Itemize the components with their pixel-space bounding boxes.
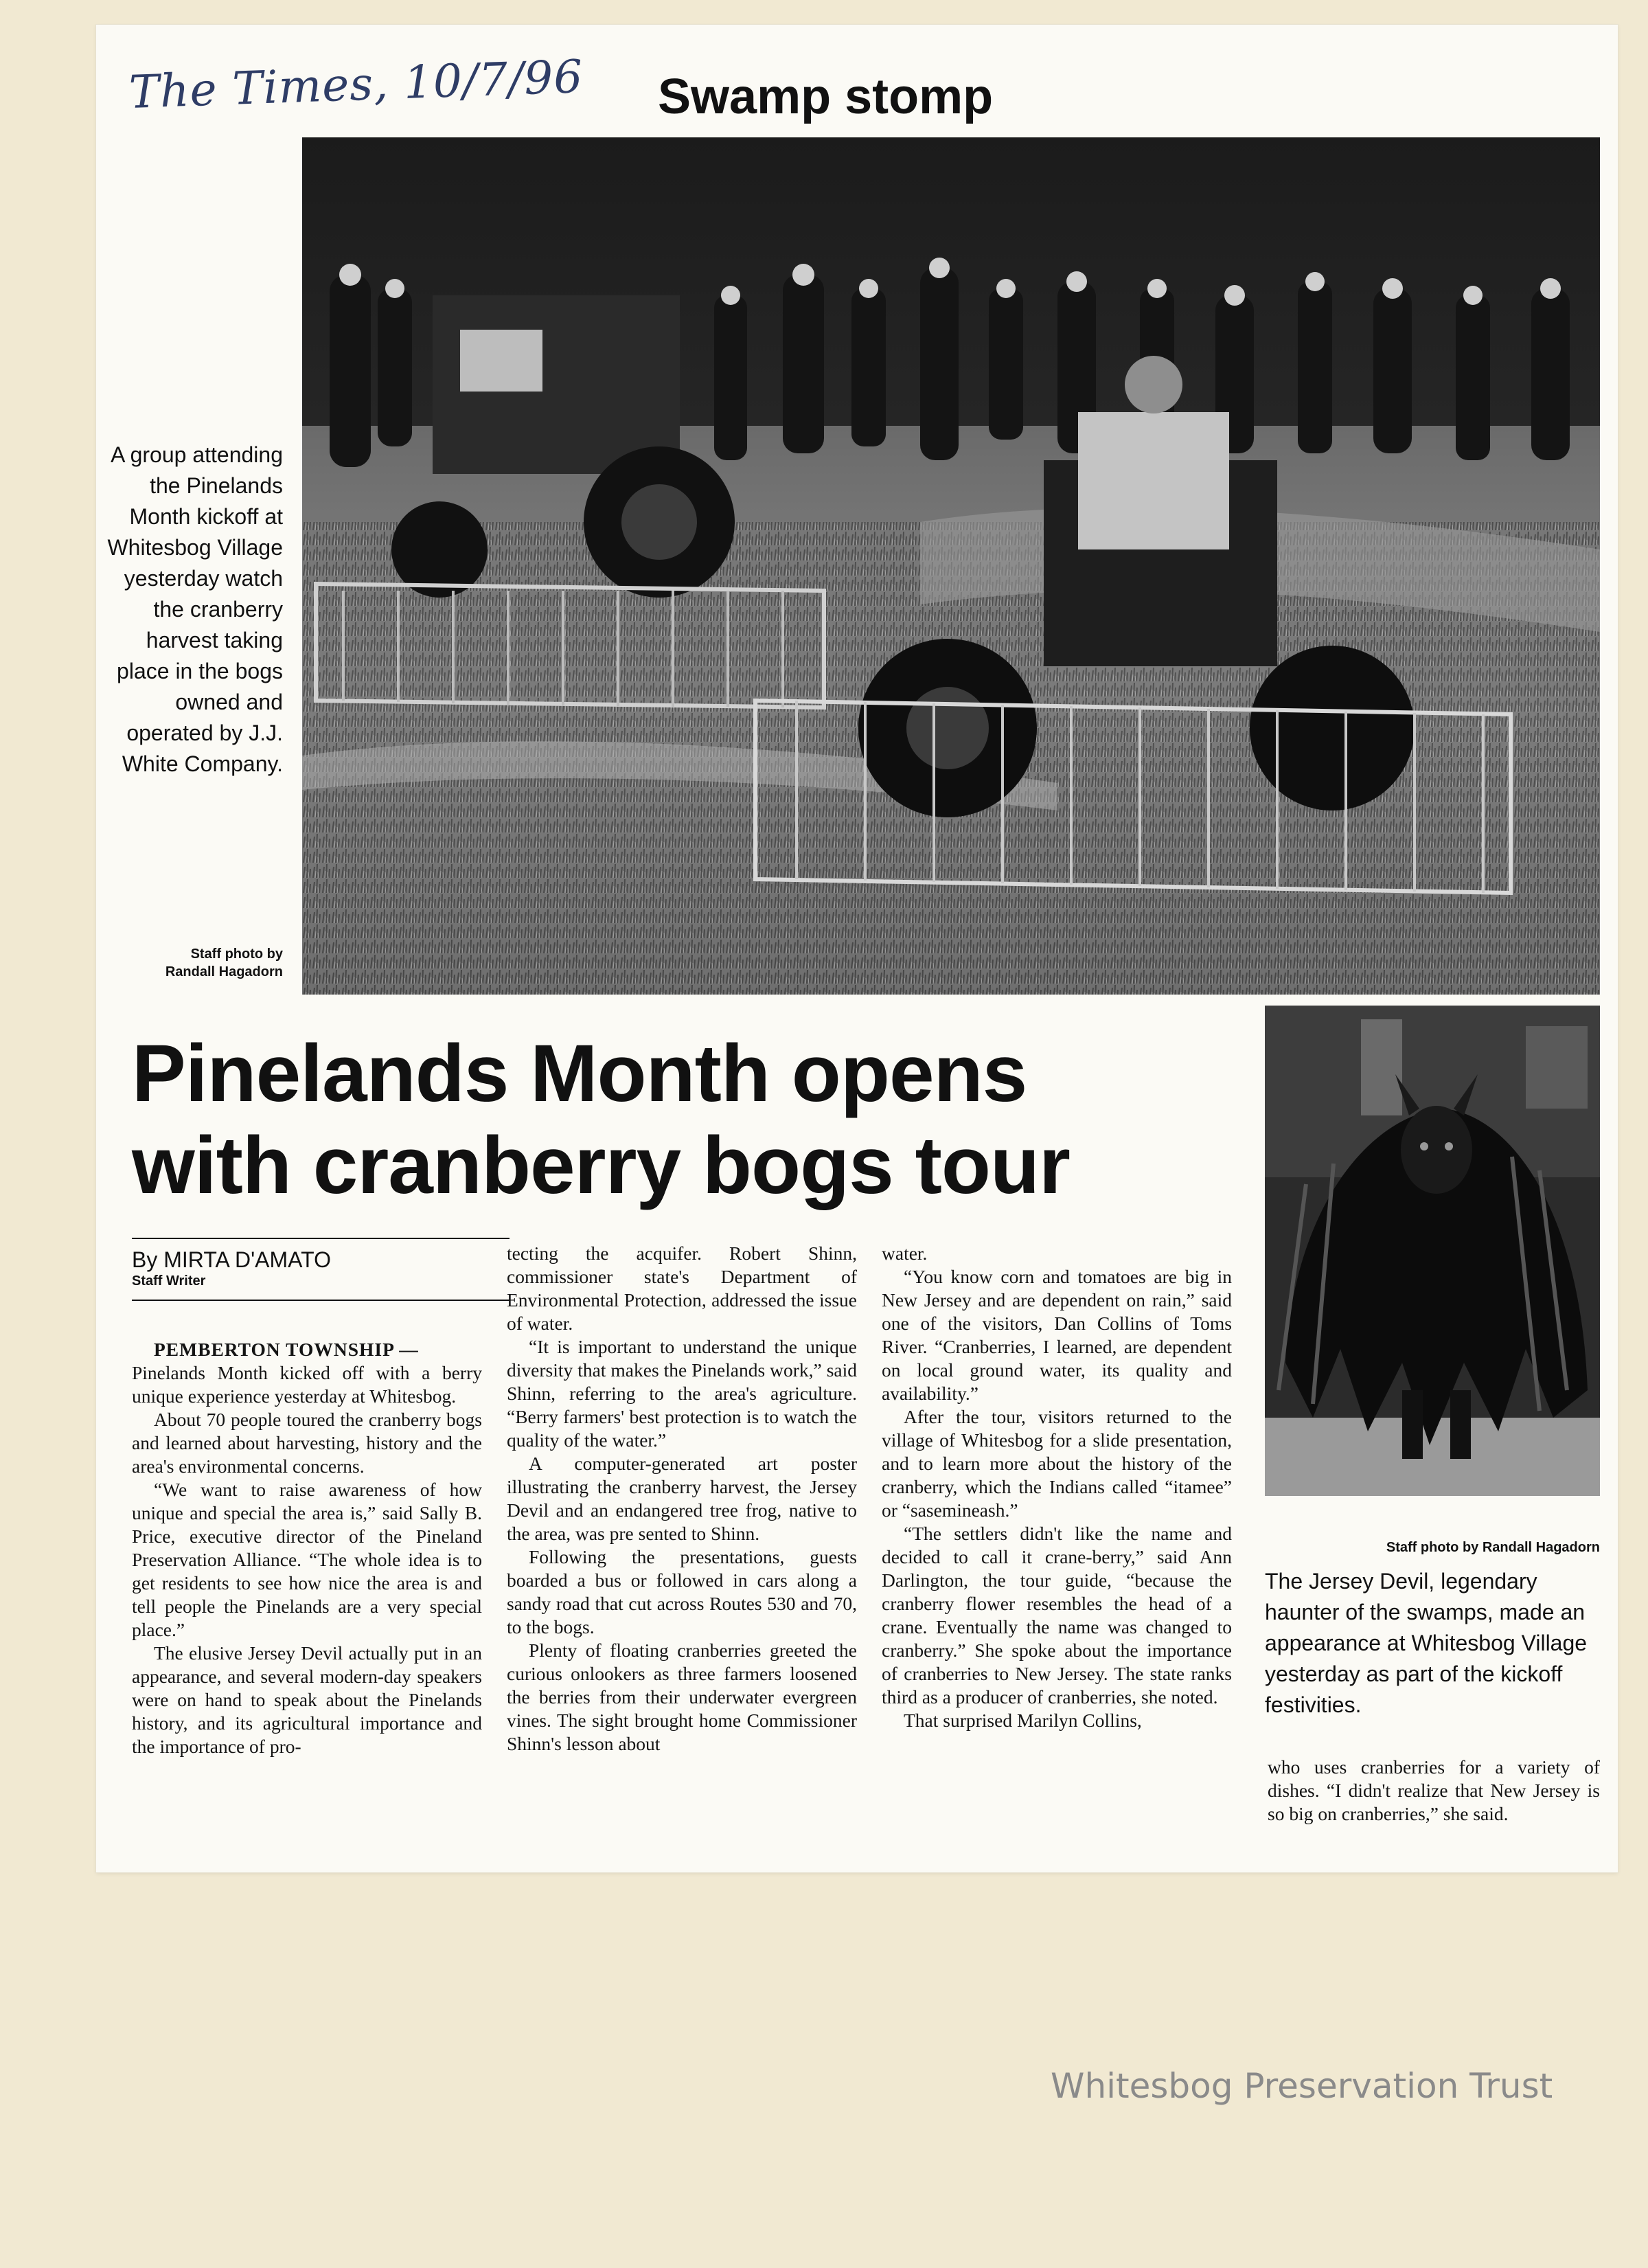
top-photo-credit-line2: Randall Hagadorn <box>165 964 283 979</box>
top-photo-credit <box>96 945 283 981</box>
article-paragraph: Plenty of floating cranberries greeted the curious onlookers as three farmers loosened the berries from their underwater evergreen vines. The sight brought home Commissioner Shinn's lesson about <box>507 1640 857 1754</box>
top-photo-credit-line1: Staff photo by <box>190 946 283 962</box>
cranberry-harvest-photo-image <box>302 137 1600 995</box>
article-paragraph: who uses cranberries for a variety of dishes. “I didn't realize that New Jersey is so big on cranberries,” she said. <box>1268 1756 1600 1824</box>
byline-role: Staff Writer <box>132 1273 206 1289</box>
cranberry-harvest-photo <box>302 137 1600 995</box>
article-column-1 <box>132 1338 482 1758</box>
newspaper-clipping <box>96 25 1618 1872</box>
headline-line2: with cranberry bogs tour <box>132 1120 1070 1211</box>
article-column-3 <box>882 1242 1232 1732</box>
byline: By MIRTA D'AMATO <box>132 1247 331 1272</box>
section-title: Swamp stomp <box>658 69 994 124</box>
article-paragraph: “It is important to understand the unique diversity that makes the Pinelands work,” said Shinn, referring to the area's agriculture. “Berry farmers' best protection is to watch the quality of the water.” <box>507 1336 857 1451</box>
jersey-devil-photo <box>1265 1006 1600 1496</box>
jersey-devil-photo-image <box>1265 1006 1600 1496</box>
article-paragraph: Following the presentations, guests boarded a bus or followed in cars along a sandy road that cut across Routes 530 and 70, to the bogs. <box>507 1546 857 1637</box>
article-paragraph: “You know corn and tomatoes are big in New Jersey and are dependent on rain,” said one of the visitors, Dan Collins of Toms River. “Cranberries, I learned, are dependent on local ground water, its quality and availability.” <box>882 1266 1232 1404</box>
top-photo-caption: A group attending the Pinelands Month kickoff at Whitesbog Village yesterday watch the cranberry harvest taking place in the bogs owned and operated by J.J. White Company. <box>107 442 283 776</box>
article-paragraph: After the tour, visitors returned to the village of Whitesbog for a slide presentation, and to learn more about the history of the cranberry, which the Indians called “itamee” or “sasemineash.” <box>882 1406 1232 1521</box>
article-paragraph: A computer-generated art poster illustrating the cranberry harvest, the Jersey Devil and an endangered tree frog, native to the area, was pre sented to Shinn. <box>507 1453 857 1544</box>
headline-line1: Pinelands Month opens <box>132 1028 1027 1119</box>
handwritten-date-note: The Times, 10/7/96 <box>128 49 584 119</box>
article-column-4 <box>1268 1756 1600 1826</box>
article-paragraph: About 70 people toured the cranberry bogs and learned about harvesting, history and the area's environmental concerns. <box>132 1409 482 1477</box>
byline-top-rule <box>132 1238 510 1239</box>
article-paragraph: The elusive Jersey Devil actually put in an appearance, and several modern-day speakers were on hand to speak about the Pinelands history, and its agricultural importance and the importance of pro- <box>132 1642 482 1757</box>
article-paragraph: tecting the acquifer. Robert Shinn, commissioner state's Department of Environmental Protection, addressed the issue of water. <box>507 1243 857 1334</box>
article-headline <box>132 1028 1258 1212</box>
article-column-2 <box>507 1242 857 1756</box>
article-paragraph: “The settlers didn't like the name and decided to call it crane-berry,” said Ann Darlington, the tour guide, “because the cranberry flower resembles the head of a crane. Eventually the name was changed to cranberry.” She spoke about the importance of cranberries to New Jersey. The state ranks third as a producer of cranberries, she noted. <box>882 1523 1232 1708</box>
byline-bottom-rule <box>132 1300 510 1301</box>
devil-photo-caption: The Jersey Devil, legendary haunter of the swamps, made an appearance at Whitesbog Village yesterday as part of the kickoff festivities. <box>1265 1569 1588 1717</box>
article-paragraph: That surprised Marilyn Collins, <box>904 1710 1142 1731</box>
article-dateline: PEMBERTON TOWNSHIP — <box>154 1339 419 1360</box>
article-paragraph: “We want to raise awareness of how unique and special the area is,” said Sally B. Price, executive director of the Pineland Preservation Alliance. “The whole idea is to get residents to see how nice the area is and tell people the Pinelands are a very special place.” <box>132 1479 482 1640</box>
devil-photo-credit: Staff photo by Randall Hagadorn <box>1386 1540 1600 1555</box>
article-paragraph: Pinelands Month kicked off with a berry unique experience yesterday at Whitesbog. <box>132 1362 482 1407</box>
watermark: Whitesbog Preservation Trust <box>1051 2066 1553 2106</box>
article-paragraph: water. <box>882 1243 928 1264</box>
